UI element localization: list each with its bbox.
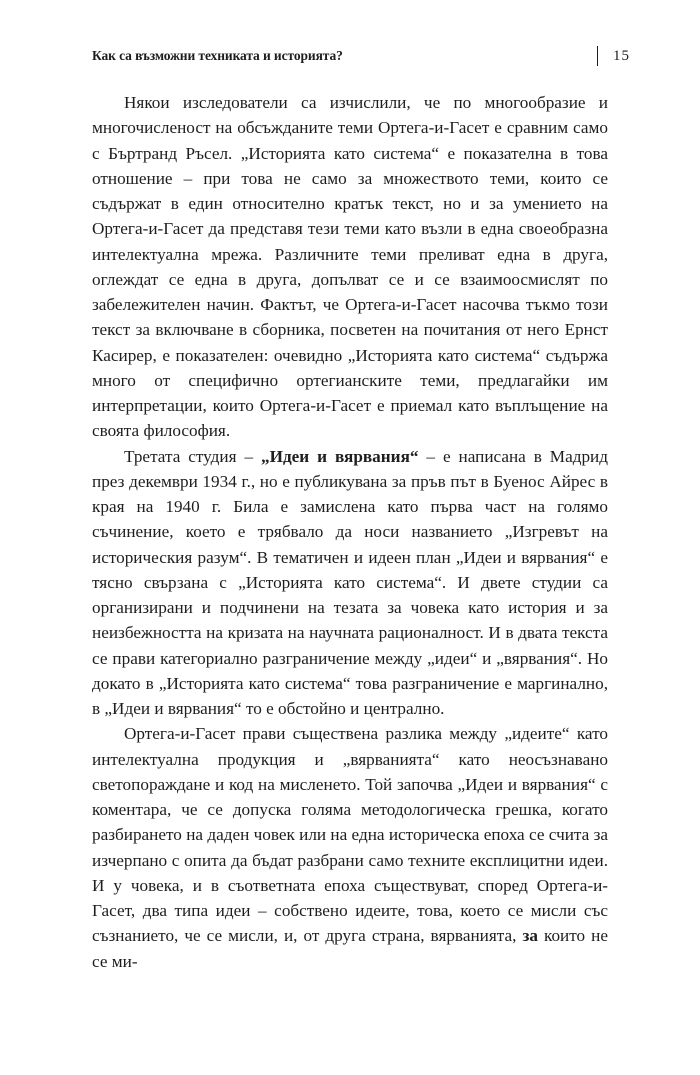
body-text bbox=[92, 90, 608, 974]
page-number: 15 bbox=[613, 48, 630, 64]
paragraph-1 bbox=[92, 90, 608, 444]
paragraph-3-text-start: Ортега-и-Гасет прави съществена разлика между „идеите“ като интелектуална продукция и „вярванията“ като неосъзнавано светопораждане и код на мисленето. Той започва „Идеи и вярвания“ с коментара, че се допуска голяма методологическа грешка, когато разбирането на даден човек или на една историческа епоха се счита за изчерпано с опита да бъдат разбрани само техните експлицитни идеи. И у човека, и в съответната епоха съществуват, според Ортега-и-Гасет, два типа идеи – собствено идеите, това, което се мисли със съзнанието, че се мисли, и, от друга страна, вярванията, bbox=[92, 724, 608, 946]
header-divider bbox=[597, 46, 598, 66]
paragraph-1-text: Някои изследователи са изчислили, че по многообразие и многочисленост на обсъжданите теми Ортега-и-Гасет е сравним само с Бъртранд Ръсел. „Историята като система“ е показателна в това отношение – при това не само за множеството теми, които се съдържат в един относително кратък текст, но и за умението на Ортега-и-Гасет да представя тези теми като възли в една своеобразна интелектуална мрежа. Различните теми преливат една в друга, оглеждат се една в друга, допълват се и се взаимоосмислят по забележителен начин. Фактът, че Ортега-и-Гасет насочва тъкмо този текст за включване в сборника, посветен на почитания от него Ернст Касирер, е показателен: очевидно „Историята като система“ съдържа много от специфично ортегианските теми, предлагайки им интерпретации, които Ортега-и-Гасет е приемал като въплъщение на своята философия. bbox=[92, 93, 608, 441]
paragraph-3 bbox=[92, 721, 608, 974]
running-header bbox=[92, 48, 630, 70]
paragraph-3-text-end: които не се ми- bbox=[92, 926, 608, 971]
essay-title-ideas-and-beliefs: „Идеи и вярвания“ bbox=[261, 446, 419, 466]
running-title: Как са възможни техниката и историята? bbox=[92, 48, 343, 63]
emphasized-word: за bbox=[522, 926, 538, 946]
paragraph-2-text-start: Третата студия – bbox=[124, 446, 262, 466]
paragraph-2-text-end: – е написана в Мадрид през декември 1934 г., но е публикувана за пръв път в Буенос Айрес в края на 1940 г. Била е замислена като първа част на голямо съчинение, което е трябвало да носи названието „Изгревът на историческия разум“. В тематичен и идеен план „Идеи и вярвания“ е тясно свързана с „Историята като система“. И двете студии са организирани и подчинени на тезата за човека като история и за неизбежността на кризата на научната рационалност. И в двата текста се прави категориално разграничение между „идеи“ и „вярвания“. Но докато в „Историята като система“ това разграничение е маргинално, в „Идеи и вярвания“ то е обстойно и централно. bbox=[92, 446, 608, 718]
paragraph-2 bbox=[92, 444, 608, 722]
